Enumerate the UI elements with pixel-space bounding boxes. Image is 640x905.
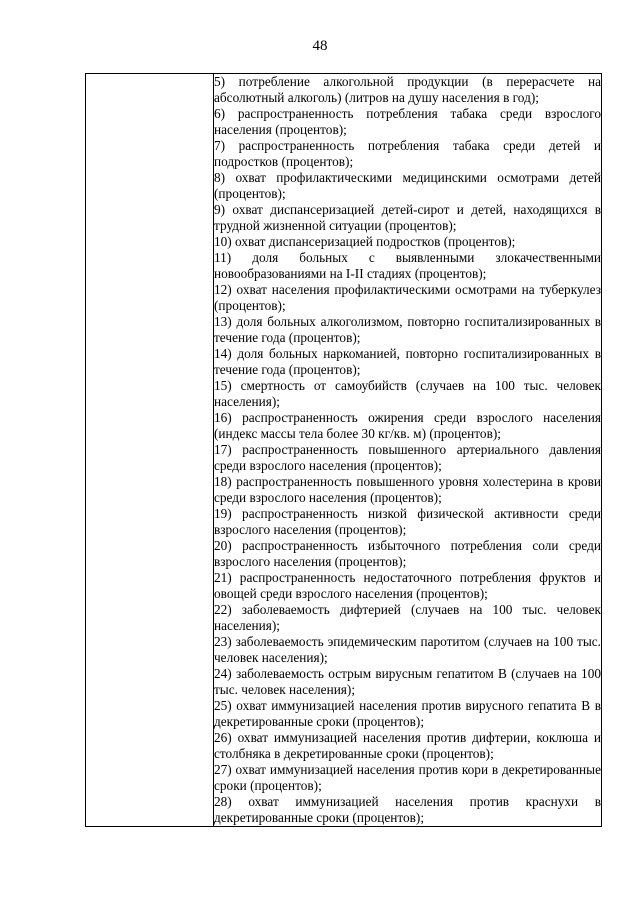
table-row	[86, 74, 602, 827]
list-item: 13) доля больных алкоголизмом, повторно госпитализированных в течение года (процентов);	[214, 314, 601, 345]
document-table	[85, 73, 602, 827]
list-item: 26) охват иммунизацией населения против дифтерии, коклюша и столбняка в декретированные сроки (процентов);	[214, 730, 601, 761]
list-item: 28) охват иммунизацией населения против краснухи в декретированные сроки (процентов);	[214, 794, 601, 825]
list-item: 18) распространенность повышенного уровня холестерина в крови среди взрослого населения (процентов);	[214, 474, 601, 505]
list-item: 10) охват диспансеризацией подростков (процентов);	[214, 234, 516, 249]
left-cell	[86, 74, 214, 827]
list-item: 19) распространенность низкой физической активности среди взрослого населения (процентов);	[214, 506, 601, 537]
list-item: 27) охват иммунизацией населения против кори в декретированные сроки (процентов);	[214, 762, 601, 793]
list-item: 12) охват населения профилактическими осмотрами на туберкулез (процентов);	[214, 282, 601, 313]
list-item: 25) охват иммунизацией населения против вирусного гепатита В в декретированные сроки (процентов);	[214, 698, 601, 729]
list-item: 6) распространенность потребления табака среди взрослого населения (процентов);	[214, 106, 601, 137]
list-item: 15) смертность от самоубийств (случаев на 100 тыс. человек населения);	[214, 378, 601, 409]
list-item: 20) распространенность избыточного потребления соли среди взрослого населения (процентов);	[214, 538, 601, 569]
page-number: 48	[312, 38, 328, 54]
list-item: 21) распространенность недостаточного потребления фруктов и овощей среди взрослого населения (процентов);	[214, 570, 601, 601]
list-item: 7) распространенность потребления табака среди детей и подростков (процентов);	[214, 138, 601, 169]
list-item: 22) заболеваемость дифтерией (случаев на 100 тыс. человек населения);	[214, 602, 601, 633]
indicators-cell	[214, 74, 602, 827]
list-item: 8) охват профилактическими медицинскими осмотрами детей (процентов);	[214, 170, 601, 201]
list-item: 16) распространенность ожирения среди взрослого населения (индекс массы тела более 30 кг/кв. м) (процентов);	[214, 410, 601, 441]
list-item: 9) охват диспансеризацией детей-сирот и детей, находящихся в трудной жизненной ситуации (процентов);	[214, 202, 601, 233]
list-item: 14) доля больных наркоманией, повторно госпитализированных в течение года (процентов);	[214, 346, 601, 377]
list-item: 11) доля больных с выявленными злокачественными новообразованиями на I-II стадиях (процентов);	[214, 250, 601, 281]
list-item: 23) заболеваемость эпидемическим паротитом (случаев на 100 тыс. человек населения);	[214, 634, 601, 665]
list-item: 5) потребление алкогольной продукции (в перерасчете на абсолютный алкоголь) (литров на душу населения в год);	[214, 74, 601, 105]
list-item: 24) заболеваемость острым вирусным гепатитом В (случаев на 100 тыс. человек населения);	[214, 666, 601, 697]
list-item: 17) распространенность повышенного артериального давления среди взрослого населения (процентов);	[214, 442, 601, 473]
